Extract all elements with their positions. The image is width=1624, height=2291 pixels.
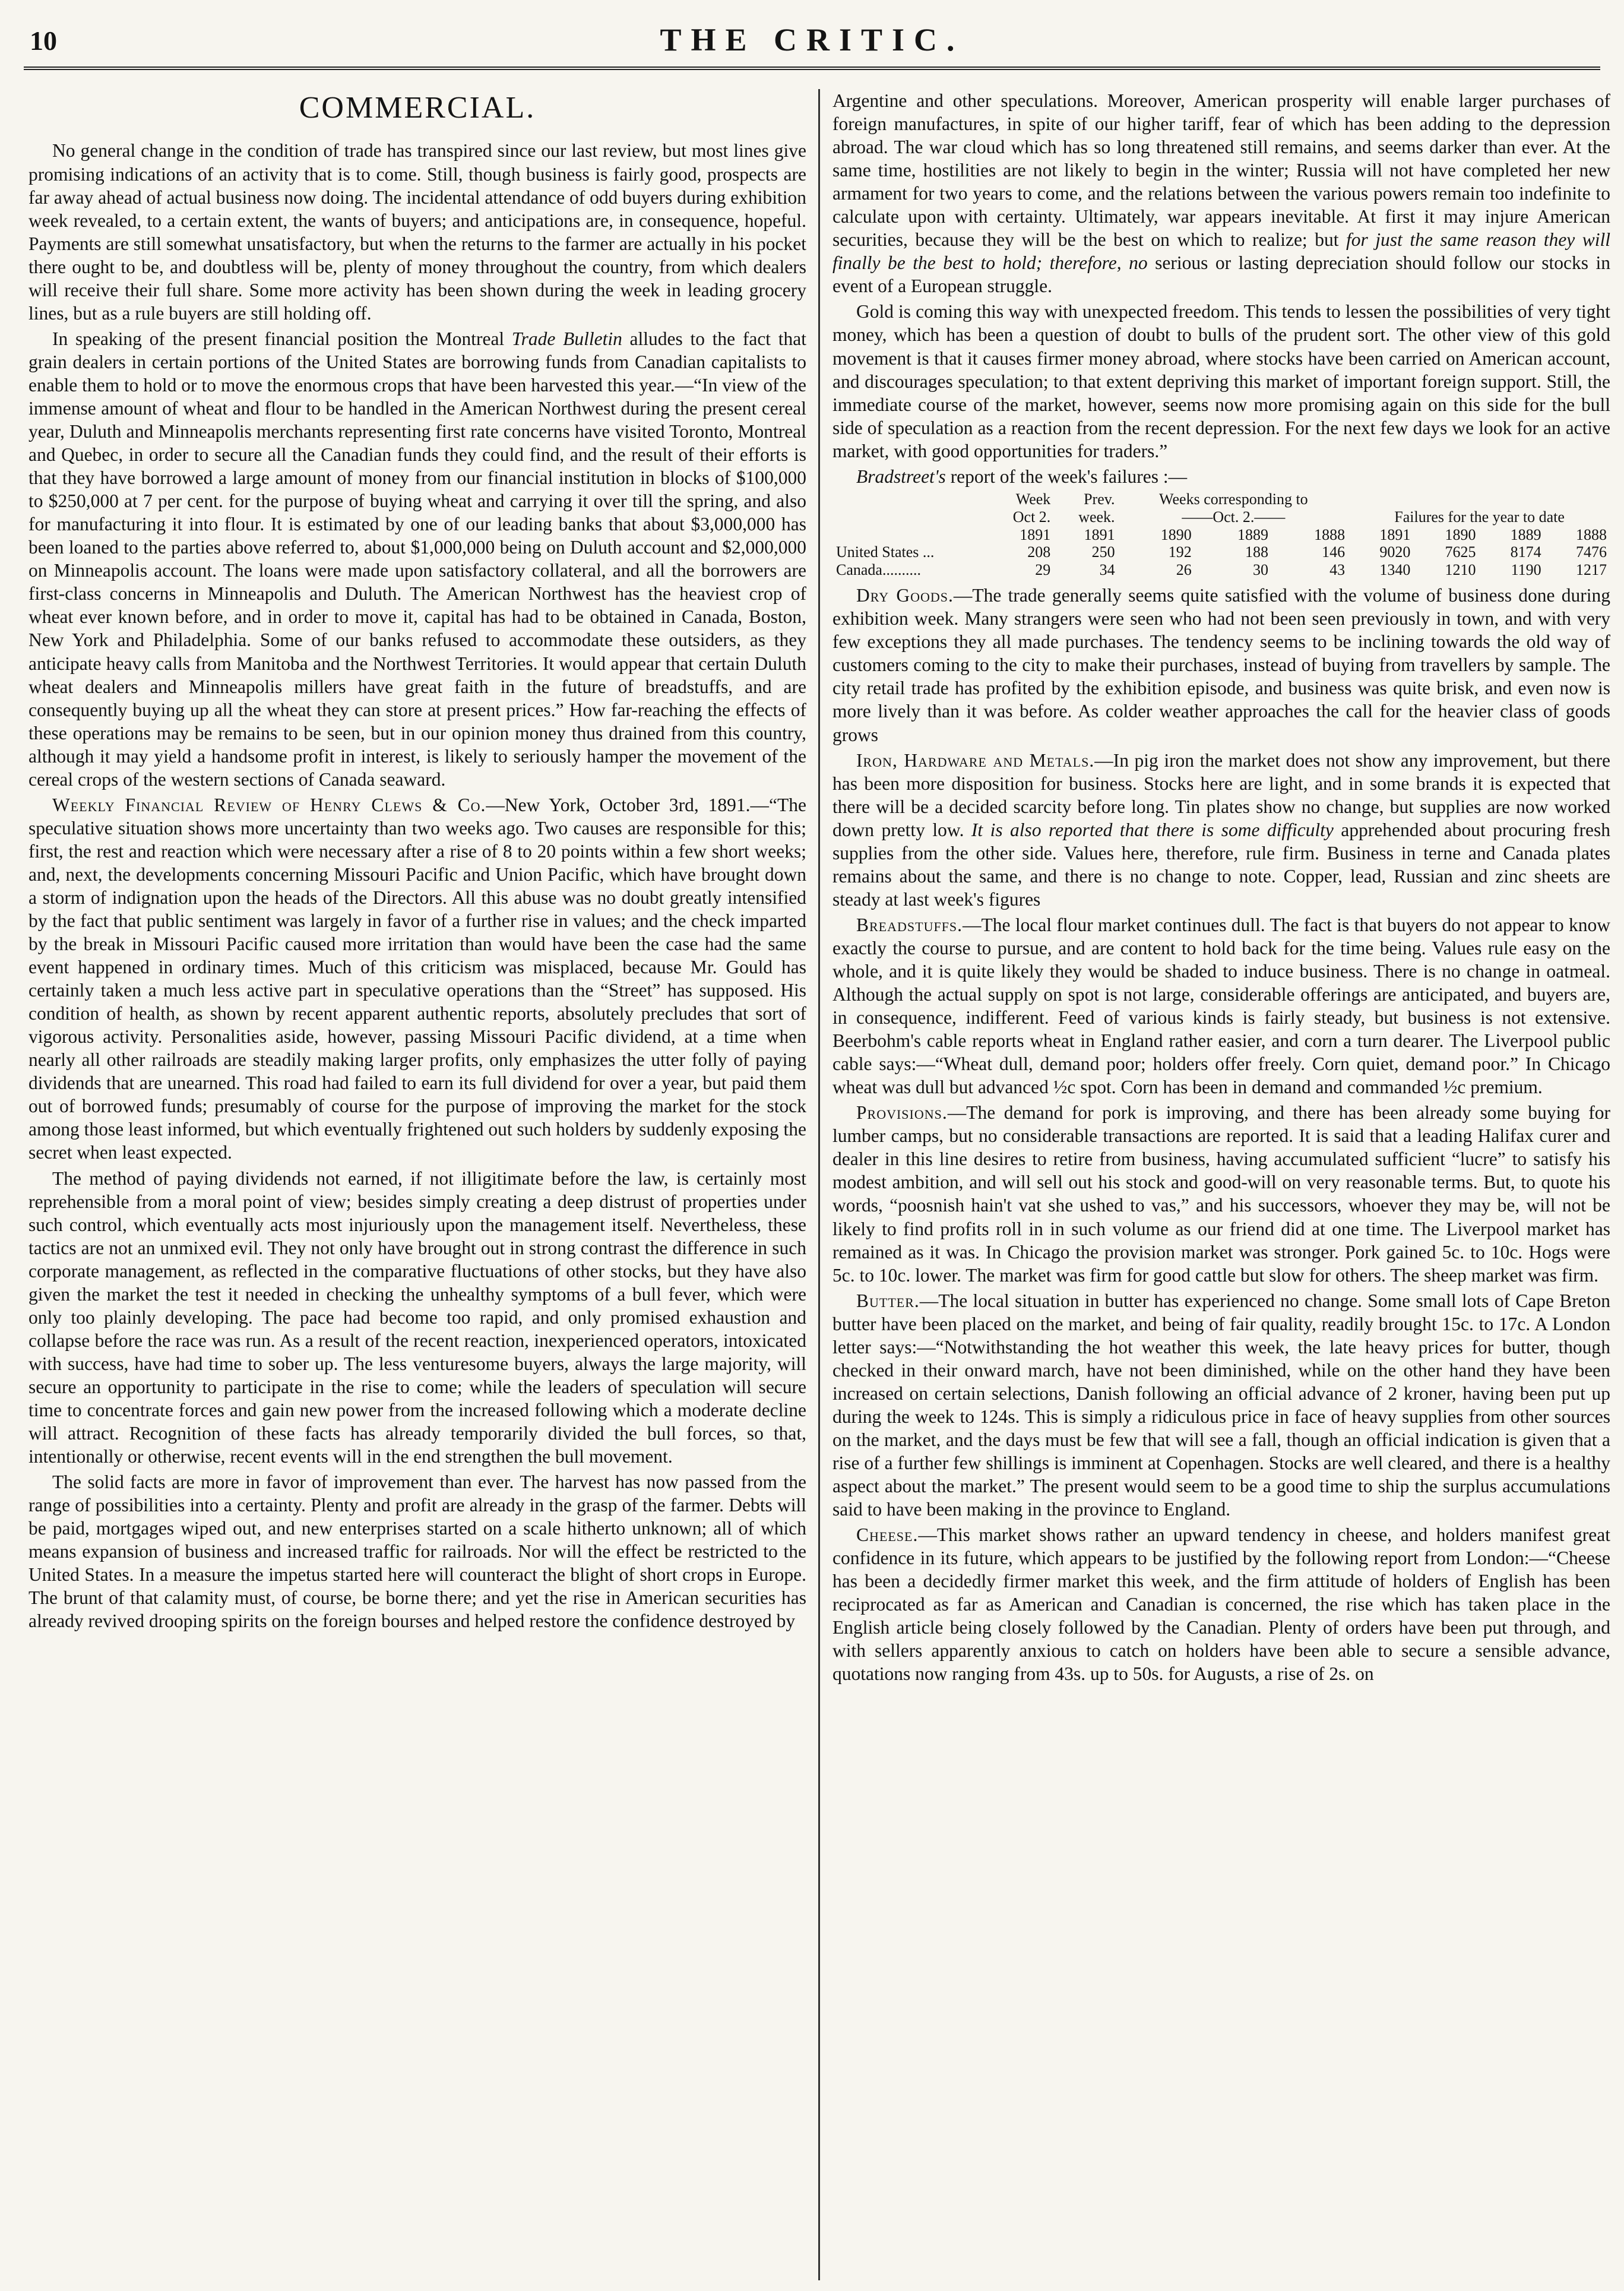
table-row: Canada.......... 29 34 26 30 43 1340 1210 1190 1217 bbox=[836, 561, 1607, 579]
right-column bbox=[832, 89, 1610, 2280]
paragraph: Weekly Financial Review of Henry Clews & Co.—New York, October 3rd, 1891.—“The speculative situation shows more uncertainty than two weeks ago. Two causes are responsible for this; first, the rest and reaction which were necessary after a rise of 8 to 20 points within a few short weeks; and, next, the developments concerning Missouri Pacific and Union Pacific, which have brought down a storm of indignation upon the heads of the Directors. All this abuse was no doubt greatly intensified by the fact that public sentiment was largely in favor of a further rise in values; and the check imparted by the break in Missouri Pacific caused more irritation than would have been the case had the same event happened in ordinary times. Much of this criticism was misplaced, because Mr. Gould has certainly taken a much less active part in speculative operations than the “Street” has supposed. His condition of health, as shown by recent apparent authentic reports, absolutely precludes that sort of vigorous activity. Personalities aside, however, passing Missouri Pacific dividend, at a time when nearly all other railroads are steadily making larger profits, only emphasizes the utter folly of paying dividends that are unearned. This road had failed to earn its full dividend for over a year, but paid them out of borrowed funds; presumably of course for the purpose of improving the market for the stock among those least informed, but which eventually frightened out such holders by suddenly exposing the secret when least expected. bbox=[29, 794, 806, 1163]
table-intro: Bradstreet's report of the week's failures :— bbox=[856, 466, 1188, 487]
subheading: Iron, Hardware and Metals. bbox=[856, 749, 1095, 771]
paragraph: In speaking of the present financial position the Montreal Trade Bulletin alludes to the fact that grain dealers in certain portions of the United States are borrowing funds from Canadian capitalists to enable them to hold or to move the enormous crops that have been harvested this year.—“In view of the immense amount of wheat and flour to be handled in the American Northwest during the present cereal year, Duluth and Minneapolis merchants representing first rate concerns have visited Toronto, Montreal and Quebec, in order to secure all the Canadian funds they could find, and the result of their efforts is that they have borrowed a large amount of money from our financial institution in blocks of $100,000 to $250,000 at 7 per cent. for the purpose of buying wheat and carrying it over till the spring, and also for manufacturing it into flour. It is estimated by one of our leading banks that about $3,000,000 has been loaned to the parties above referred to, about $1,000,000 being on Duluth account and $2,000,000 on Minneapolis account. The loans were made upon satisfactory collateral, and all the borrowers are first-class concerns in Minneapolis and Duluth. The American Northwest has the heaviest crop of wheat ever known before, and in order to move it, capital has had to be obtained in Canada, Boston, New York and Philadelphia. Some of our banks refused to accommodate these outsiders, as they anticipate heavy calls from Manitoba and the Northwest Territories. It would appear that certain Duluth wheat dealers and Minneapolis millers have great faith in the future of breadstuffs, and are consequently buying up all the wheat they can store at present prices.” How far-reaching the effects of these operations may be remains to be seen, but in our opinion money thus drained from this country, although it may yield a handsome profit in interest, is likely to seriously hamper the movement of the cereal crops of the western sections of Canada seaward. bbox=[29, 328, 806, 790]
paragraph: The solid facts are more in favor of improvement than ever. The harvest has now passed from the range of possibilities into a certainty. Plenty and profit are already in the grasp of the farmer. Debts will be paid, mortgages wiped out, and new enterprises started on a scale hitherto unknown; all of which means expansion of business and increased traffic for railroads. Nor will the effect be restricted to the United States. In a measure the impetus started here will counteract the blight of short crops in Europe. The brunt of that calamity must, of course, be borne there; and yet the rise in American securities has already revived drooping spirits on the foreign bourses and helped restore the confidence destroyed by bbox=[29, 1472, 806, 1632]
paragraph: Iron, Hardware and Metals.—In pig iron the market does not show any improvement, but there has been more disposition for business. Stocks here are light, and in some brands it is expected that there will be a decided scarcity before long. Tin plates show no change, but supplies are now worked down pretty low. It is also reported that there is some difficulty apprehended about procuring fresh supplies from the other side. Values here, therefore, rule firm. Business in terne and Canada plates remains about the same, and there is no change to note. Copper, lead, Russian and zinc sheets are steady at last week's figures bbox=[832, 749, 1610, 910]
paragraph: The method of paying dividends not earned, if not illigitimate before the law, is certainly most reprehensible from a moral point of view; besides simply creating a deep distrust of properties under such control, which eventually acts most injuriously upon the management itself. Nevertheless, these tactics are not an unmixed evil. They not only have brought out in strong contrast the difference in such corporate management, as reflected in the comparative fluctuations of other stocks, but they have also given the market the test it needed in checking the unhealthy symptoms of a bull fever, which were only too plainly developing. The pace had become too rapid, and only promised exhaustion and collapse before the race was run. As a result of the recent reaction, inexperienced operators, intoxicated with success, have had time to sober up. The less venturesome buyers, always the large majority, will secure an opportunity to participate in the rise to come; while the leaders of speculation will secure time to concentrate forces and gain new power from the increased following which a moderate decline will attract. Recognition of these facts has already temporarily divided the bull forces, so that, intentionally or otherwise, recent events will in the end strengthen the bull movement. bbox=[29, 1167, 806, 1467]
subheading: Butter. bbox=[856, 1290, 920, 1311]
publication-title: THE CRITIC. bbox=[660, 22, 964, 58]
subheading: Cheese. bbox=[856, 1524, 919, 1546]
paragraph: No general change in the condition of trade has transpired since our last review, but most lines give promising indications of an activity that is to come. Still, though business is fairly good, prospects are far away ahead of actual business now doing. The incidental attendance of odd buyers during exhibition week revealed, to a certain extent, the wants of buyers; and anticipations are, in consequence, hopeful. Payments are still somewhat unsatisfactory, but when the returns to the farmer are actually in his pocket there ought to be, and doubtless will be, plenty of money throughout the country, from which dealers will receive their full share. Some more activity has been shown during the week in leading grocery lines, but as a rule buyers are still holding off. bbox=[29, 140, 806, 324]
paragraph: Breadstuffs.—The local flour market continues dull. The fact is that buyers do not appear to know exactly the course to pursue, and are content to hold back for the time being. Values rule easy on the whole, and it is quite likely they would be shaded to induce business. There is no change in oatmeal. Although the actual supply on spot is not large, considerable offerings are anticipated, and buyers are, in consequence, indifferent. Feed of various kinds is fairly steady, but business is not extensive. Beerbohm's cable reports wheat in England rather easier, and corn a turn dearer. The Liverpool public cable says:—“Wheat dull, demand poor; holders offer freely. Corn quiet, demand poor.” In Chicago wheat was dull but advanced ½c spot. Corn has been in demand and commanded ½c premium. bbox=[832, 914, 1610, 1098]
left-column bbox=[29, 89, 806, 2280]
paragraph: Dry Goods.—The trade generally seems quite satisfied with the volume of business done during exhibition week. Many strangers were seen who had not been seen previously in town, and with very few exceptions they all made purchases. The tendency seems to be inclining towards the old way of customers coming to the city to make their purchases, instead of buying from travellers by sample. The city retail trade has profited by the exhibition episode, and business was quite brisk, and even now is more lively than it was before. As colder weather approaches the call for the heavier class of goods grows bbox=[832, 585, 1610, 745]
section-heading: COMMERCIAL. bbox=[299, 91, 536, 125]
paragraph: Butter.—The local situation in butter has experienced no change. Some small lots of Cape Breton butter have been placed on the market, and being of fair quality, readily brought 15c. to 17c. A London letter says:—“Notwithstanding the hot weather this week, the late heavy prices for butter, though checked in their onward march, have not been diminished, while on the other hand they have been increased on certain selections, Danish following an official advance of 2 kroner, having been put up during the week to 124s. This is simply a ridiculous price in face of heavy supplies from other sources on the market, and the days must be few that will see a fall, though an official indication is given that a rise of a further few shillings is imminent at Copenhagen. Stocks are well cleared, and there is a healthy aspect about the market.” The present would seem to be a good time to ship the surplus accumulations said to have been making in the province to England. bbox=[832, 1290, 1610, 1520]
column-divider bbox=[818, 89, 820, 2280]
table-row: United States ... 208 250 192 188 146 9020 7625 8174 7476 bbox=[836, 543, 1607, 561]
page-number: 10 bbox=[30, 26, 57, 56]
paragraph: Argentine and other speculations. Moreover, American prosperity will enable larger purchases of foreign manufactures, in spite of our higher tariff, fear of which has been adding to the depression abroad. The war cloud which has so long threatened still remains, and seems darker than ever. At the same time, hostilities are not likely to begin in the winter; Russia will not have completed her new armament for two years to come, and the relations between the various powers remain too indefinite to calculate upon with certainty. Ultimately, war appears inevitable. At first it may injure American securities, because they will be the best on which to realize; but for just the same reason they will finally be the best to hold; therefore, no serious or lasting depreciation should follow our stocks in event of a European struggle. bbox=[832, 90, 1610, 297]
masthead bbox=[24, 21, 1600, 57]
subheading: Provisions. bbox=[856, 1102, 948, 1124]
subheading: Weekly Financial Review of Henry Clews & Co. bbox=[52, 794, 486, 815]
failures-table: Week Prev. Weeks corresponding to Oct 2. week. ——Oct. 2.—— Failures for the year to date 1891 1891 1890 1889 1888 1891 1890 1889 1888 United States ... 208 250 192 188 146 9020 7625 8174 7476 Canada.......... 29 34 26 30 43 1340 1210 1190 1217 bbox=[832, 491, 1610, 579]
paragraph: Gold is coming this way with unexpected freedom. This tends to lessen the possibilities of very tight money, which has been a question of doubt to bulls of the prudent sort. The other view of this gold movement is that it causes firmer money abroad, where stocks have been carried on American account, and discourages speculation; to that extent depriving this market of important foreign support. Still, the immediate course of the market, however, seems now more promising again on this side for the bull side of speculation as a reaction from the recent depression. For the next few days we look for an active market, with good opportunities for traders.” bbox=[832, 301, 1610, 461]
subheading: Breadstuffs. bbox=[856, 914, 963, 935]
subheading: Dry Goods. bbox=[856, 585, 954, 606]
paragraph: Cheese.—This market shows rather an upward tendency in cheese, and holders manifest great confidence in its future, which appears to be justified by the following report from London:—“Cheese has been a decidedly firmer market this week, and the firm attitude of holders of English has been reciprocated as far as American and Canadian is concerned, the rise which has taken place in the English article being closely followed by the Canadian. Plenty of orders have been put through, and with sellers apparently anxious to catch on holders have been able to secure a sensible advance, quotations now ranging from 43s. up to 50s. for Augusts, a rise of 2s. on bbox=[832, 1524, 1610, 1685]
paragraph: Provisions.—The demand for pork is improving, and there has been already some buying for lumber camps, but no considerable transactions are reported. It is said that a leading Halifax curer and dealer in this line desires to retire from business, having accumulated sufficient “lucre” to satisfy his modest ambition, and will sell out his stock and good-will on very reasonable terms. But, to quote his words, “poosnish hain't vat she ushed to vas,” and his successors, whoever they may be, will not be likely to find profits roll in in such volume as our friend did at one time. The Liverpool market has remained as it was. In Chicago the provision market was stronger. Pork gained 5c. to 10c. Hogs were 5c. to 10c. lower. The market was firm for good cattle but slow for others. The sheep market was firm. bbox=[832, 1102, 1610, 1286]
header-rule bbox=[24, 67, 1600, 70]
